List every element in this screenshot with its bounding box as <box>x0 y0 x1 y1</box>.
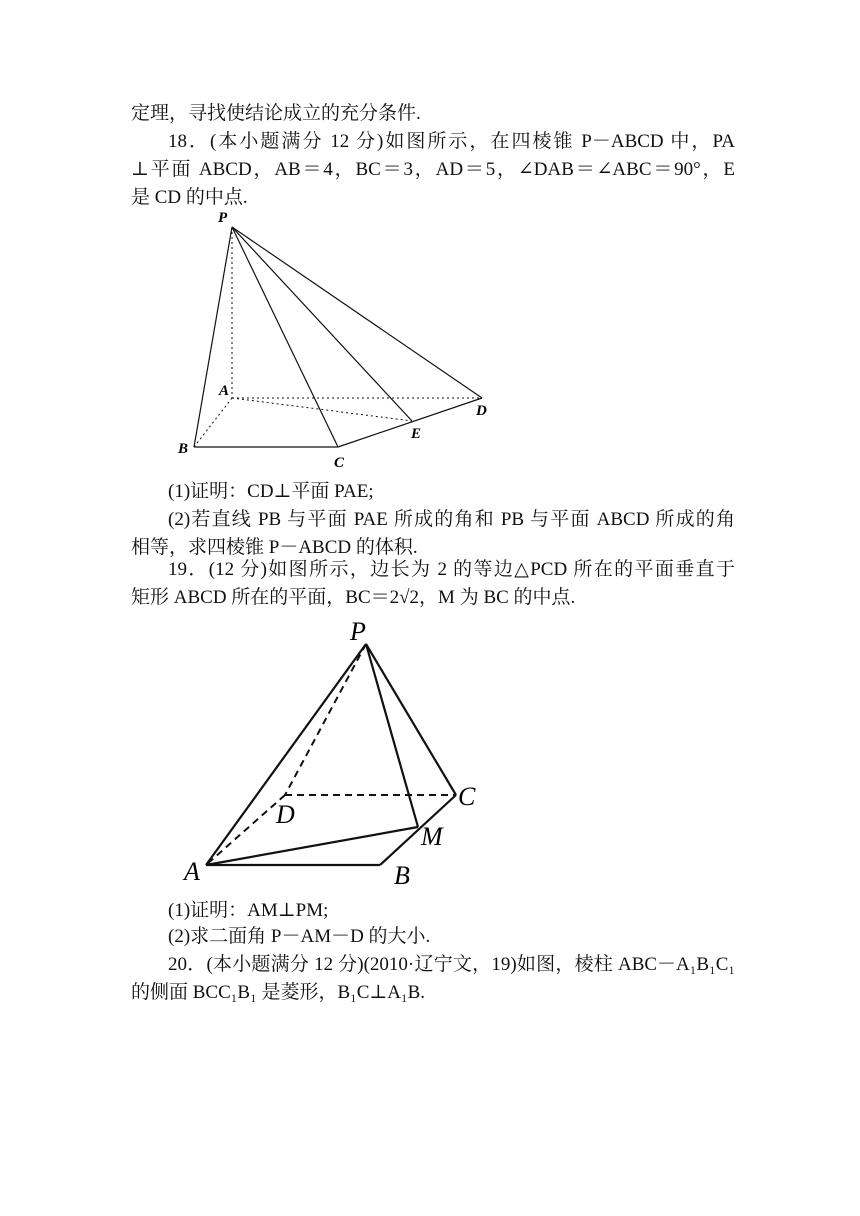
edge-PC <box>366 644 456 795</box>
problem-19-line-2: 矩形 ABCD 所在的平面，BC＝2√2，M 为 BC 的中点. <box>131 587 576 608</box>
vertex-P-label: P <box>350 617 366 646</box>
figure-19-pyramid <box>180 612 500 892</box>
problem-18-part-1: (1)证明：CD⊥平面 PAE; <box>168 481 374 502</box>
problem-19-part-1: (1)证明：AM⊥PM; <box>168 900 329 921</box>
vertex-B-label: B <box>394 861 410 890</box>
vertex-A-label: A <box>219 383 230 399</box>
vertex-D-label: D <box>476 403 487 419</box>
vertex-B-label: B <box>178 441 189 457</box>
problem-18-part-2-line-1: (2)若直线 PB 与平面 PAE 所成的角和 PB 与平面 ABCD 所成的角 <box>168 509 735 530</box>
figure-18-pyramid <box>170 205 510 475</box>
problem-18-line-3: 是 CD 的中点. <box>131 187 248 208</box>
vertex-E-label: E <box>411 426 422 442</box>
edge-BC <box>380 795 456 865</box>
edge-PD <box>232 227 482 398</box>
edge-DA <box>206 795 285 865</box>
problem-19-part-2: (2)求二面角 P－AM－D 的大小. <box>168 926 431 947</box>
problem-18-line-1: 18．(本小题满分 12 分)如图所示，在四棱锥 P－ABCD 中，PA <box>168 131 735 152</box>
problem-18-line-2: ⊥平面 ABCD，AB＝4，BC＝3，AD＝5，∠DAB＝∠ABC＝90°，E <box>131 159 735 180</box>
edge-CD <box>338 398 482 447</box>
edge-PA <box>206 644 366 865</box>
edge-AB <box>194 398 232 447</box>
vertex-C-label: C <box>458 782 476 811</box>
edge-PE <box>232 227 412 421</box>
vertex-A-label: A <box>184 857 200 886</box>
vertex-M-label: M <box>421 822 443 851</box>
problem-20-line-1: 20．(本小题满分 12 分)(2010·辽宁文，19)如图，棱柱 ABC－A₁B₁C₁ <box>168 954 735 975</box>
vertex-C-label: C <box>334 455 345 471</box>
problem-20-line-2: 的侧面 BCC₁B₁ 是菱形，B₁C⊥A₁B. <box>131 982 426 1003</box>
edge-PC <box>232 227 338 447</box>
text-line-0: 定理，寻找使结论成立的充分条件. <box>131 103 421 124</box>
vertex-P-label: P <box>218 210 228 226</box>
edge-PD <box>285 644 366 795</box>
edge-PM <box>366 644 418 827</box>
vertex-D-label: D <box>276 800 295 829</box>
edge-AE <box>232 398 412 421</box>
problem-18-part-2-line-2: 相等，求四棱锥 P－ABCD 的体积. <box>131 537 418 558</box>
edge-PB <box>194 227 232 447</box>
problem-19-line-1: 19．(12 分)如图所示，边长为 2 的等边△PCD 所在的平面垂直于 <box>168 559 735 580</box>
